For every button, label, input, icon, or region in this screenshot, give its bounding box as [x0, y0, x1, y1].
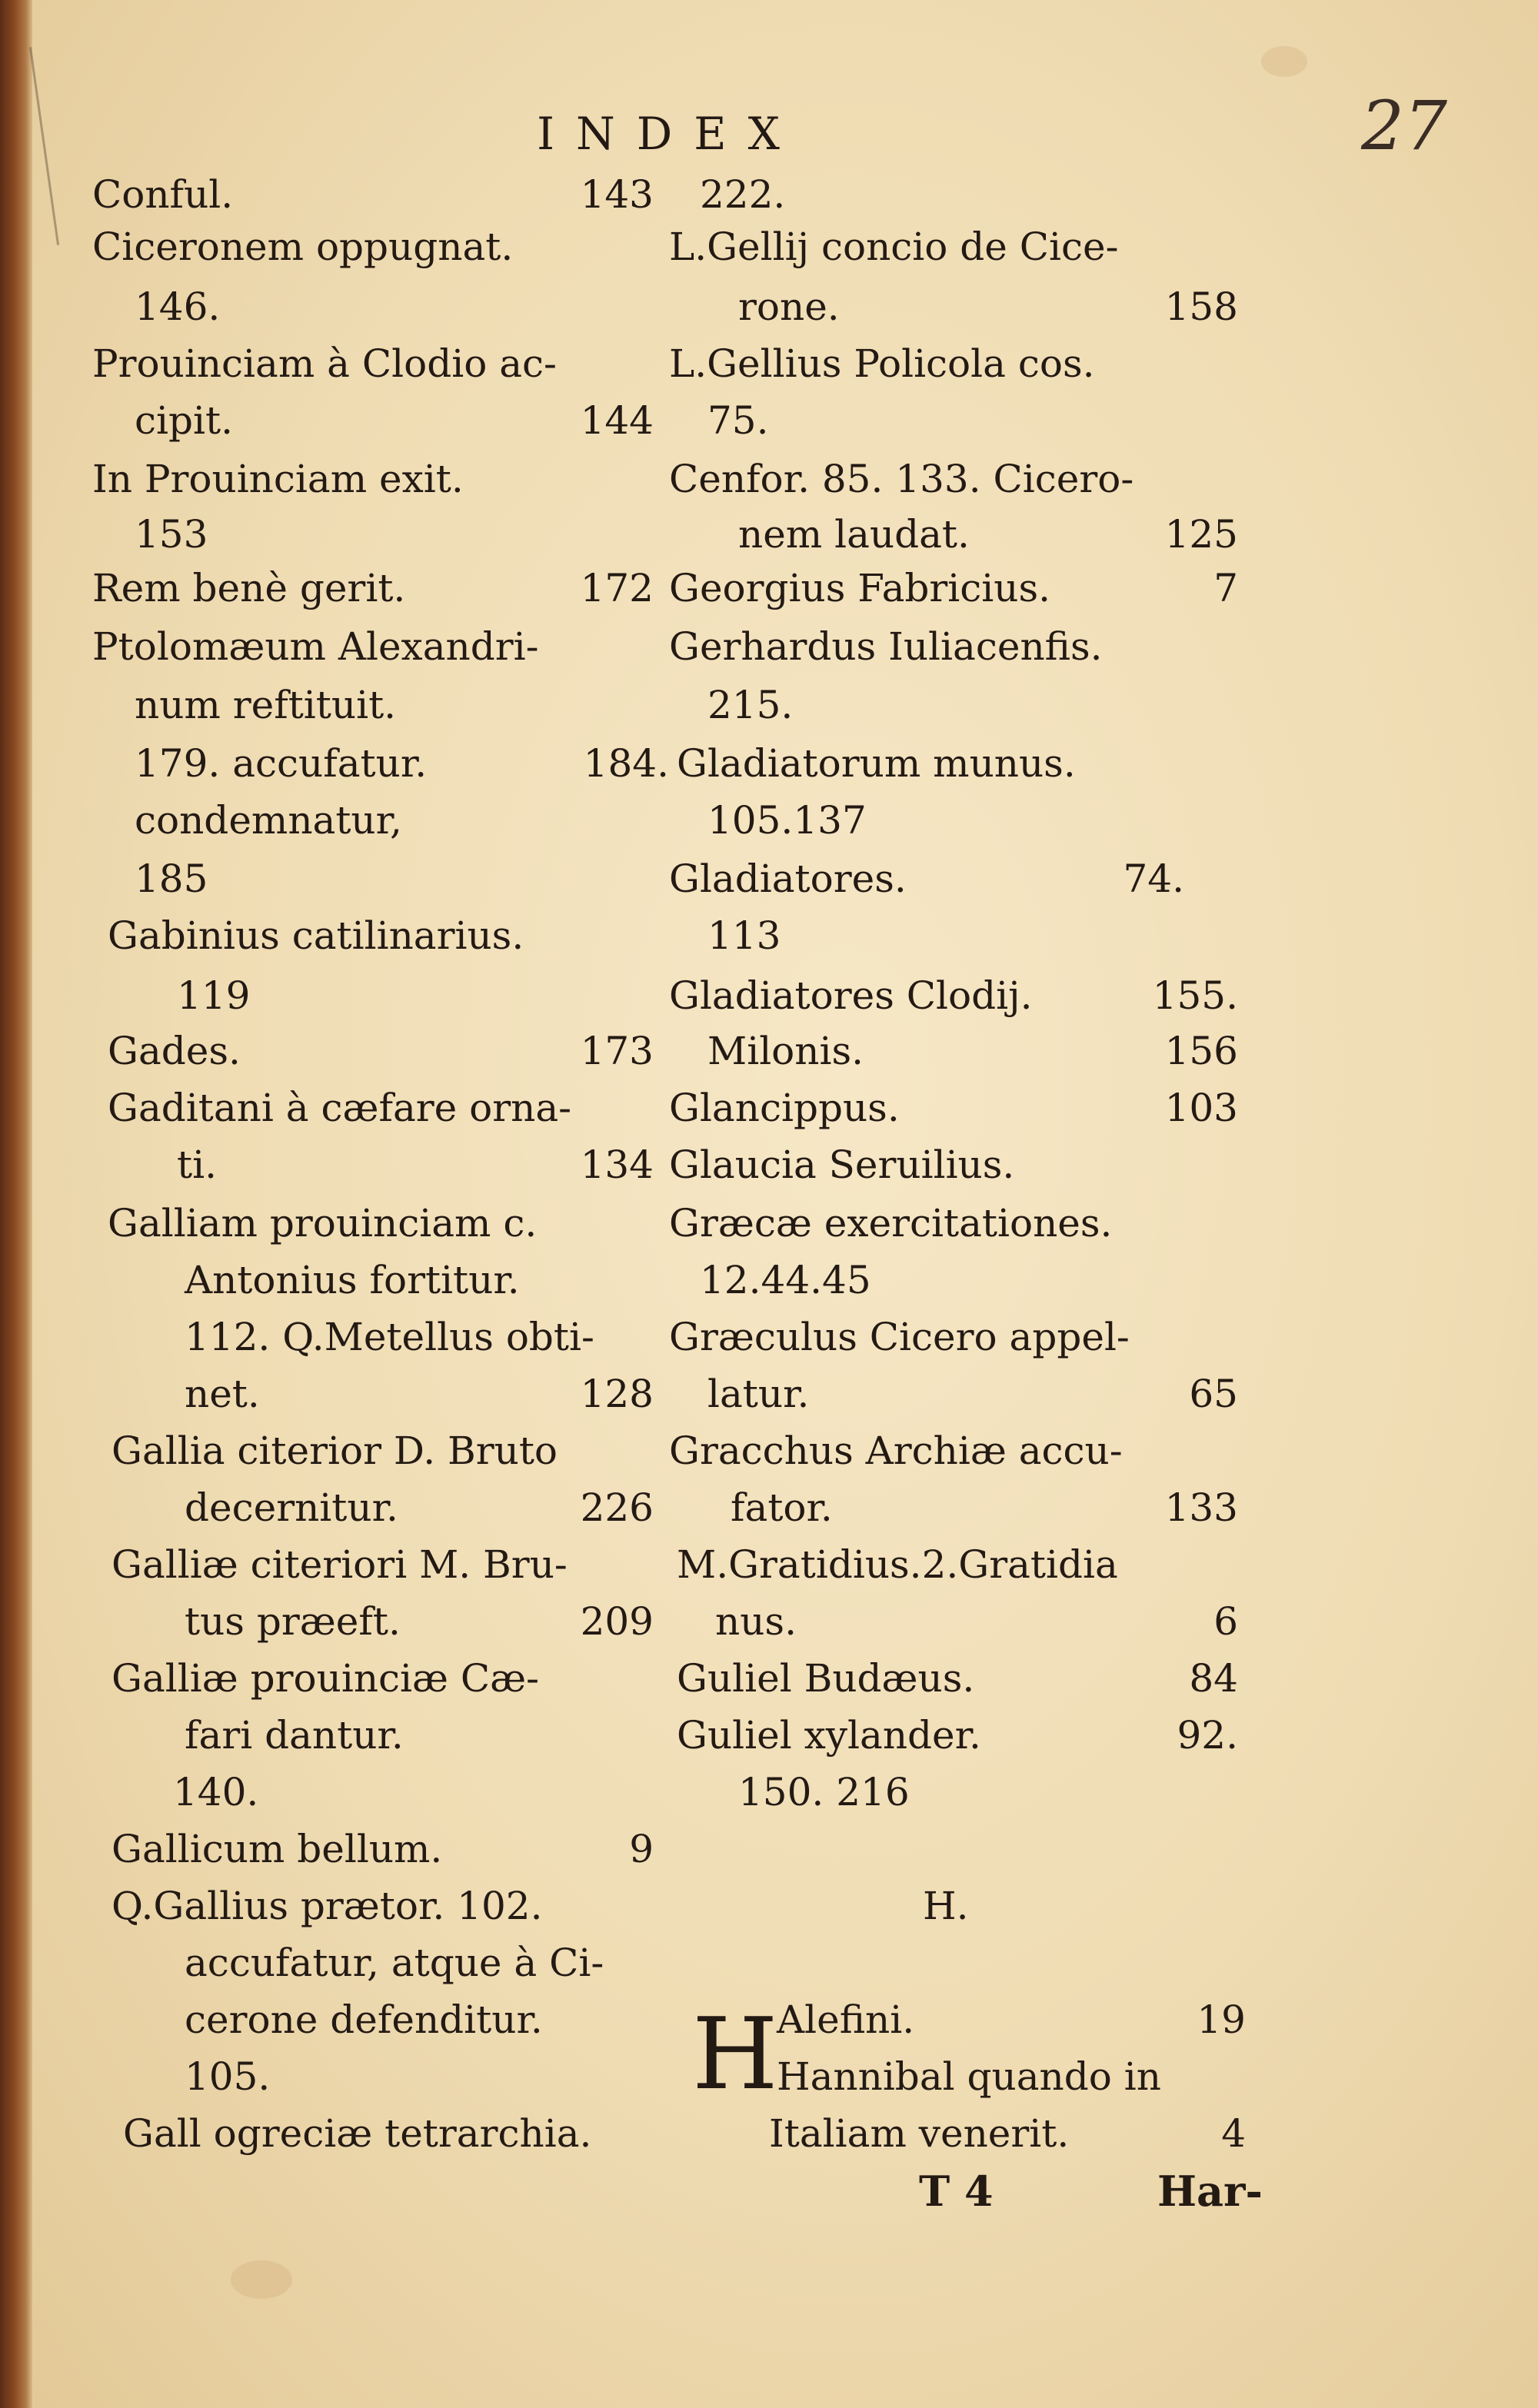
index-entry: Cenfor. 85. 133. Cicero- [669, 457, 1134, 501]
index-entry: condemnatur, [135, 798, 402, 843]
index-entry: Ptolomæum Alexandri- [92, 624, 539, 669]
index-entry: Gall ogreciæ tetrarchia. [123, 2111, 592, 2156]
index-entry: Galliæ citeriori M. Bru- [112, 1542, 568, 1587]
index-entry: Galliæ prouinciæ Cæ- [112, 1656, 540, 1701]
index-entry: 12.44.45 [700, 1258, 871, 1302]
index-entry: Gades. 173 [108, 1029, 654, 1073]
index-entry: nus. 6 [715, 1599, 1238, 1644]
index-entry: 215. [707, 683, 794, 727]
gutter-shadow [29, 47, 59, 245]
index-entry: Galliam prouinciam c. [108, 1201, 538, 1246]
index-entry: Guliel xylander. 92. [677, 1713, 1238, 1758]
index-entry: accufatur, atque à Ci- [185, 1941, 604, 1985]
index-entry: Italiam venerit. 4 [769, 2111, 1246, 2156]
index-entry: decernitur. 226 [185, 1485, 654, 1530]
index-entry: Gaditani à cæfare orna- [108, 1086, 572, 1130]
index-entry: Alefini. 19 [777, 1997, 1246, 2042]
index-entry: Gallicum bellum. 9 [112, 1827, 654, 1871]
index-entry: Milonis. 156 [707, 1029, 1238, 1073]
index-entry: nem laudat. 125 [738, 512, 1238, 557]
index-entry: 113 [707, 913, 781, 958]
index-entry: cipit. 144 [135, 398, 654, 443]
index-entry: 146. [135, 284, 221, 329]
book-binding-edge [0, 0, 32, 2408]
index-entry: 75. [707, 398, 769, 443]
index-entry: Georgius Fabricius. 7 [669, 566, 1238, 610]
index-entry: Guliel Budæus. 84 [677, 1656, 1238, 1701]
index-entry: Q.Gallius prætor. 102. [112, 1884, 543, 1928]
index-entry: Glaucia Seruilius. [669, 1142, 1015, 1187]
index-entry: Gracchus Archiæ accu- [669, 1429, 1123, 1473]
index-entry: rone. 158 [738, 284, 1238, 329]
index-entry: 112. Q.Metellus obti- [185, 1315, 594, 1359]
index-entry: Græcæ exercitationes. [669, 1201, 1113, 1246]
index-entry: cerone defenditur. [185, 1997, 543, 2042]
index-entry: Gladiatorum munus. [677, 741, 1076, 786]
index-entry: num reftituit. [135, 683, 397, 727]
index-entry: L.Gellij concio de Cice- [669, 225, 1119, 269]
index-entry: 185 [135, 856, 208, 901]
index-entry: tus præeft. 209 [185, 1599, 654, 1644]
index-entry: fari dantur. [185, 1713, 404, 1758]
index-entry: fator. 133 [731, 1485, 1238, 1530]
index-entry: Gabinius catilinarius. [108, 913, 524, 958]
index-entry: net. 128 [185, 1372, 654, 1416]
index-entry: ti. 134 [177, 1142, 654, 1187]
index-entry: 105. [185, 2054, 271, 2099]
index-entry: latur. 65 [707, 1372, 1238, 1416]
index-entry: 140. [173, 1770, 259, 1814]
index-entry: Prouinciam à Clodio ac- [92, 341, 557, 386]
index-entry: Glancippus. 103 [669, 1086, 1238, 1130]
paper-stain [1261, 46, 1307, 77]
index-entry: Hannibal quando in [777, 2054, 1161, 2099]
folio-number: 27 [1361, 86, 1447, 165]
index-entry: Gladiatores. 74. [669, 856, 1184, 901]
index-entry: 179. accufatur. 184. [135, 741, 669, 786]
index-entry: Ciceronem oppugnat. [92, 225, 514, 269]
index-entry: Antonius fortitur. [185, 1258, 520, 1302]
catchword: Har- [1157, 2167, 1263, 2216]
drop-cap-letter: H [692, 1997, 778, 2112]
index-entry: Conful. 143 [92, 172, 654, 217]
index-entry: 153 [135, 512, 208, 557]
index-entry: 222. [700, 172, 786, 217]
left-index-column [92, 0, 677, 2408]
index-entry: Rem benè gerit. 172 [92, 566, 654, 610]
page-header: INDEX [537, 108, 801, 160]
index-entry: Gallia citerior D. Bruto [112, 1429, 558, 1473]
index-entry: 105.137 [707, 798, 867, 843]
index-entry: M.Gratidius.2.Gratidia [677, 1542, 1118, 1587]
index-entry: Græculus Cicero appel- [669, 1315, 1130, 1359]
index-entry: In Prouinciam exit. [92, 457, 464, 501]
index-entry: Gladiatores Clodij. 155. [669, 973, 1238, 1018]
index-entry: Gerhardus Iuliacenfis. [669, 624, 1103, 669]
section-letter-heading: H. [923, 1884, 969, 1928]
index-entry: L.Gellius Policola cos. [669, 341, 1095, 386]
index-entry: 119 [177, 973, 251, 1018]
signature-mark: T 4 [919, 2167, 994, 2216]
index-entry: 150. 216 [738, 1770, 910, 1814]
